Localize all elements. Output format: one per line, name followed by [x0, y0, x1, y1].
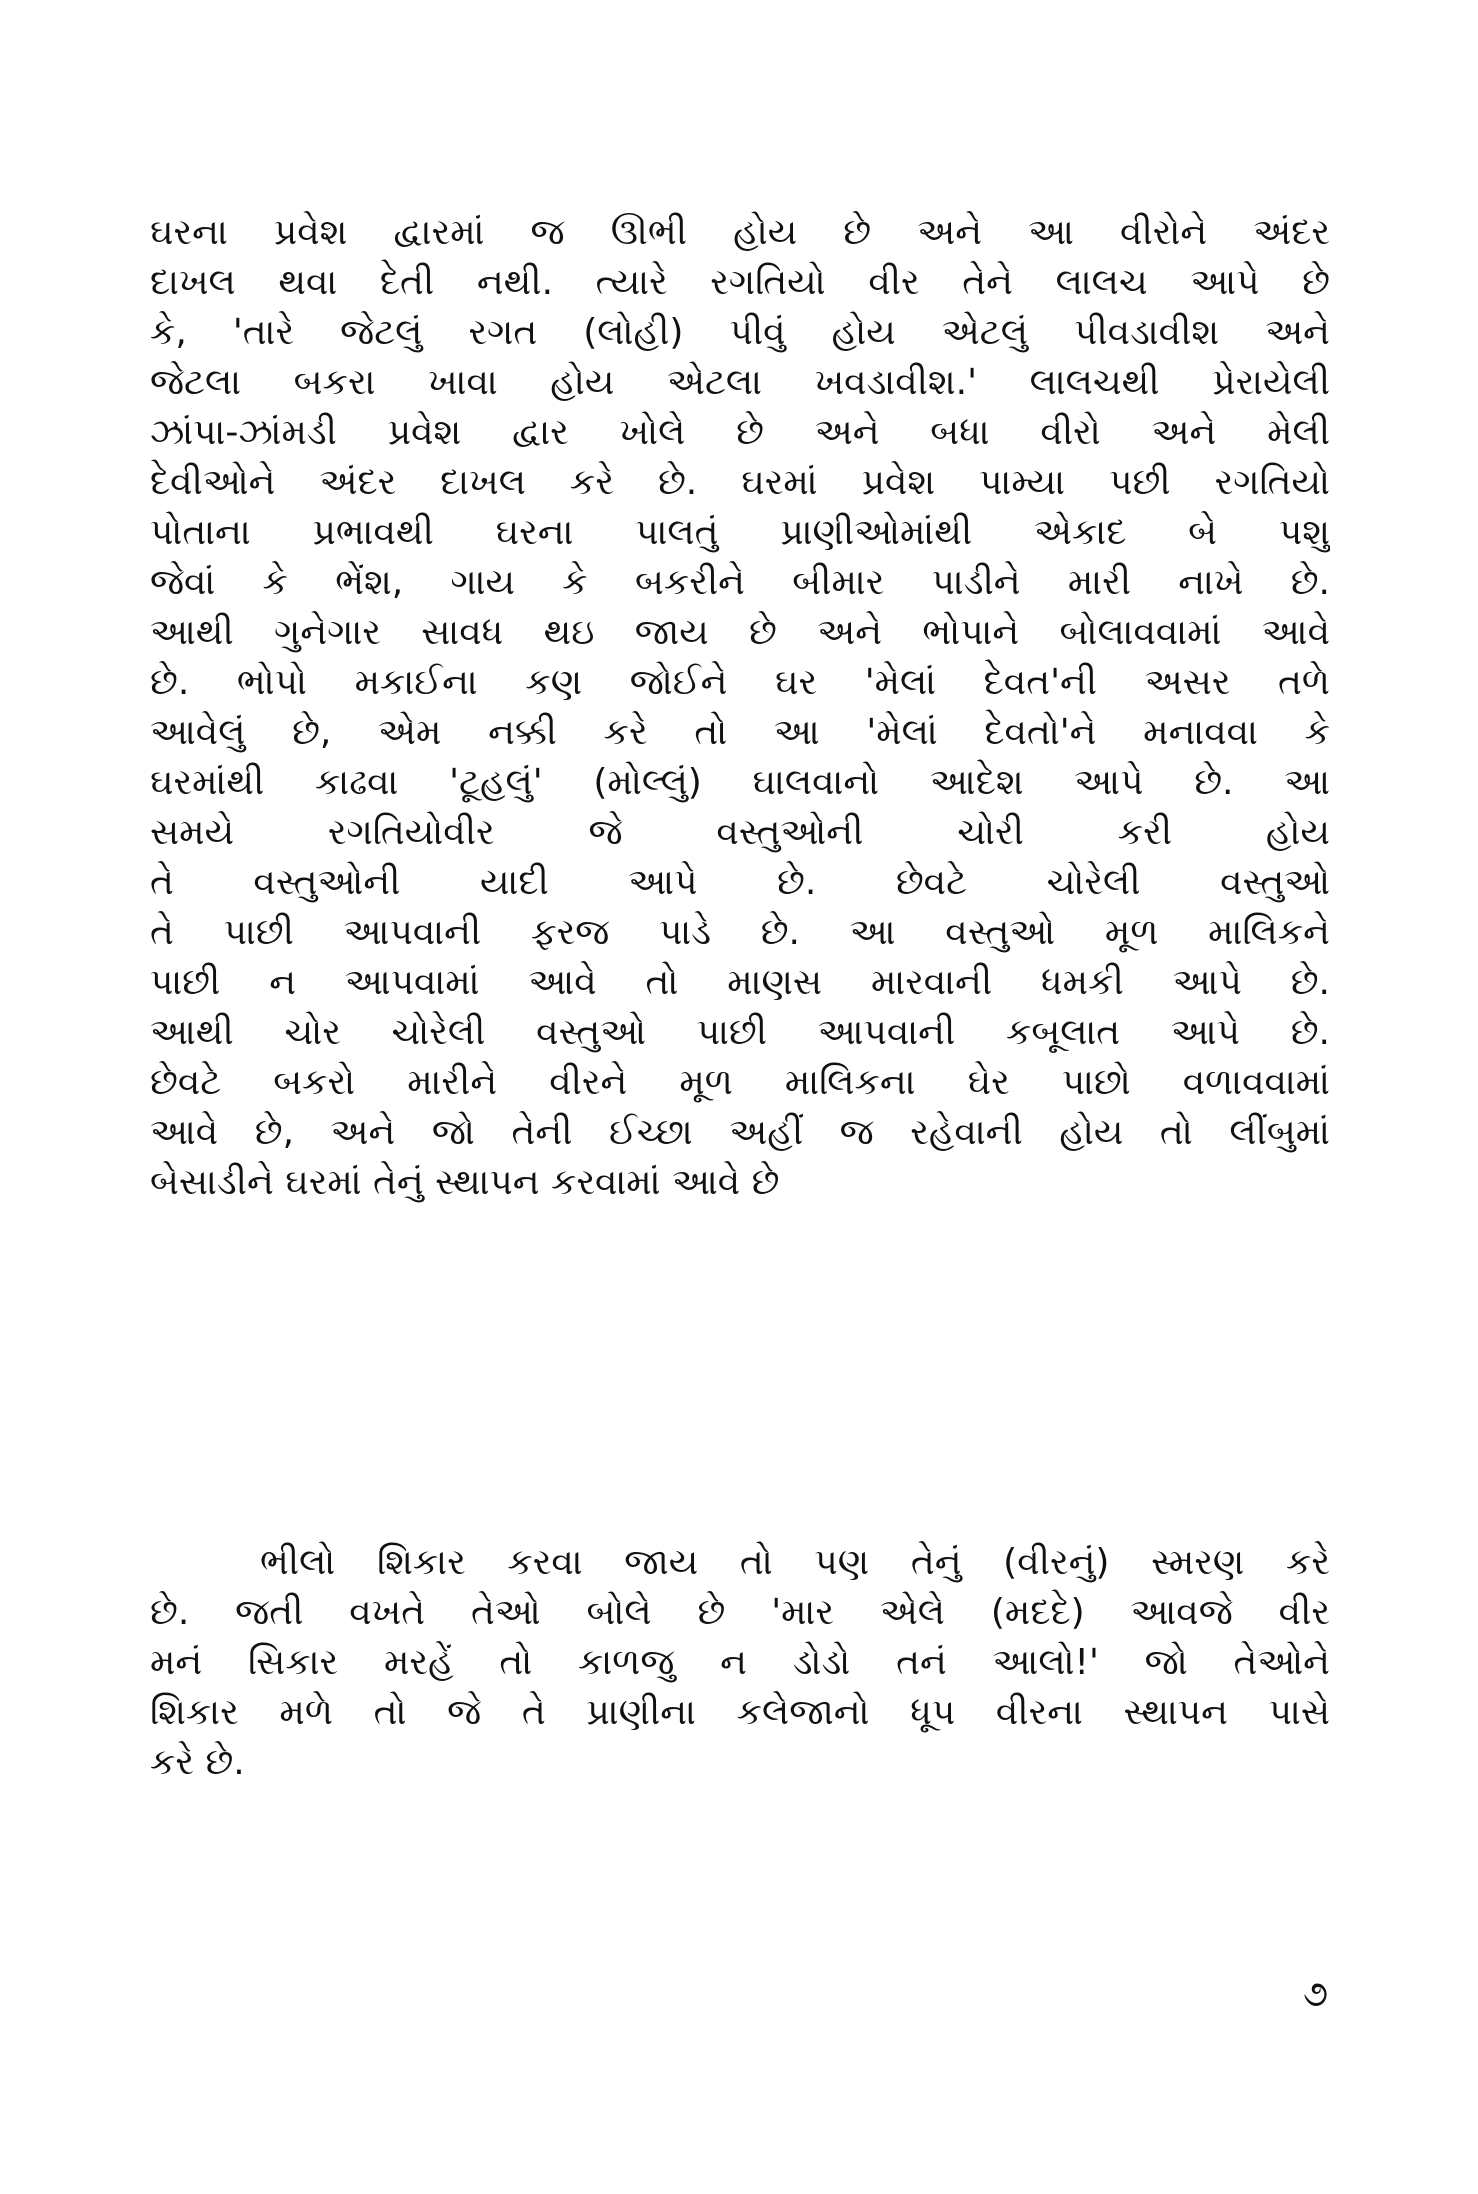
text-line: તે પાછી આપવાની ફરજ પાડે છે. આ વસ્તુઓ મૂળ માલિકને	[150, 912, 1330, 953]
text-line: ભીલો શિકાર કરવા જાય તો પણ તેનું (વીરનું) સ્મરણ કરે	[260, 1542, 1330, 1583]
text-line: ઝાંપા-ઝાંમડી પ્રવેશ દ્વાર ખોલે છે અને બધા વીરો અને મેલી	[150, 412, 1330, 453]
text-line: કે, 'તારે જેટલું રગત (લોહી) પીવું હોય એટલું પીવડાવીશ અને	[150, 312, 1330, 353]
text-line: આથી ગુનેગાર સાવધ થઇ જાય છે અને ભોપાને બોલાવવામાં આવે	[150, 612, 1330, 653]
text-line: ઘરમાંથી કાઢવા 'ટૂહલું' (મોલ્લું) ઘાલવાનો આદેશ આપે છે. આ	[150, 762, 1330, 803]
text-line: સમયે રગતિયોવીર જે વસ્તુઓની ચોરી કરી હોય	[150, 812, 1330, 853]
text-line: જેટલા બકરા ખાવા હોય એટલા ખવડાવીશ.' લાલચથી પ્રેરાયેલી	[150, 362, 1330, 403]
text-line: દેવીઓને અંદર દાખલ કરે છે. ઘરમાં પ્રવેશ પામ્યા પછી રગતિયો	[150, 462, 1330, 503]
text-line: આવેલું છે, એમ નક્કી કરે તો આ 'મેલાં દેવતો'ને મનાવવા કે	[150, 712, 1330, 753]
text-line: છે. જતી વખતે તેઓ બોલે છે 'માર એલે (મદદે) આવજે વીર	[150, 1592, 1330, 1633]
paragraph-1	[150, 208, 1330, 1208]
paragraph-2	[150, 1538, 1330, 1788]
text-line: આથી ચોર ચોરેલી વસ્તુઓ પાછી આપવાની કબૂલાત આપે છે.	[150, 1012, 1330, 1053]
text-line: પાછી ન આપવામાં આવે તો માણસ મારવાની ધમકી આપે છે.	[150, 962, 1330, 1003]
page-number: ૭	[1302, 1974, 1328, 2015]
text-line: તે વસ્તુઓની યાદી આપે છે. છેવટે ચોરેલી વસ્તુઓ	[150, 862, 1330, 903]
text-line: જેવાં કે ભેંશ, ગાય કે બકરીને બીમાર પાડીને મારી નાખે છે.	[150, 562, 1330, 603]
text-line: શિકાર મળે તો જે તે પ્રાણીના કલેજાનો ધૂપ વીરના સ્થાપન પાસે	[150, 1692, 1330, 1733]
text-line: કરે છે.	[150, 1742, 245, 1783]
text-line: બેસાડીને ઘરમાં તેનું સ્થાપન કરવામાં આવે છે	[150, 1162, 780, 1203]
text-line: પોતાના પ્રભાવથી ઘરના પાલતું પ્રાણીઓમાંથી એકાદ બે પશુ	[150, 512, 1330, 553]
text-line: છેવટે બકરો મારીને વીરને મૂળ માલિકના ઘેર પાછો વળાવવામાં	[150, 1062, 1330, 1103]
text-line: ઘરના પ્રવેશ દ્વારમાં જ ઊભી હોય છે અને આ વીરોને અંદર	[150, 212, 1330, 253]
text-line: મનં સિકાર મરહેં તો કાળજુ ન ડોડો તનં આલો!' જો તેઓને	[150, 1642, 1330, 1683]
text-line: છે. ભોપો મકાઈના કણ જોઈને ઘર 'મેલાં દેવત'ની અસર તળે	[150, 662, 1330, 703]
text-line: દાખલ થવા દેતી નથી. ત્યારે રગતિયો વીર તેને લાલચ આપે છે	[150, 262, 1330, 303]
text-line: આવે છે, અને જો તેની ઈચ્છા અહીં જ રહેવાની હોય તો લીંબુમાં	[150, 1112, 1330, 1153]
